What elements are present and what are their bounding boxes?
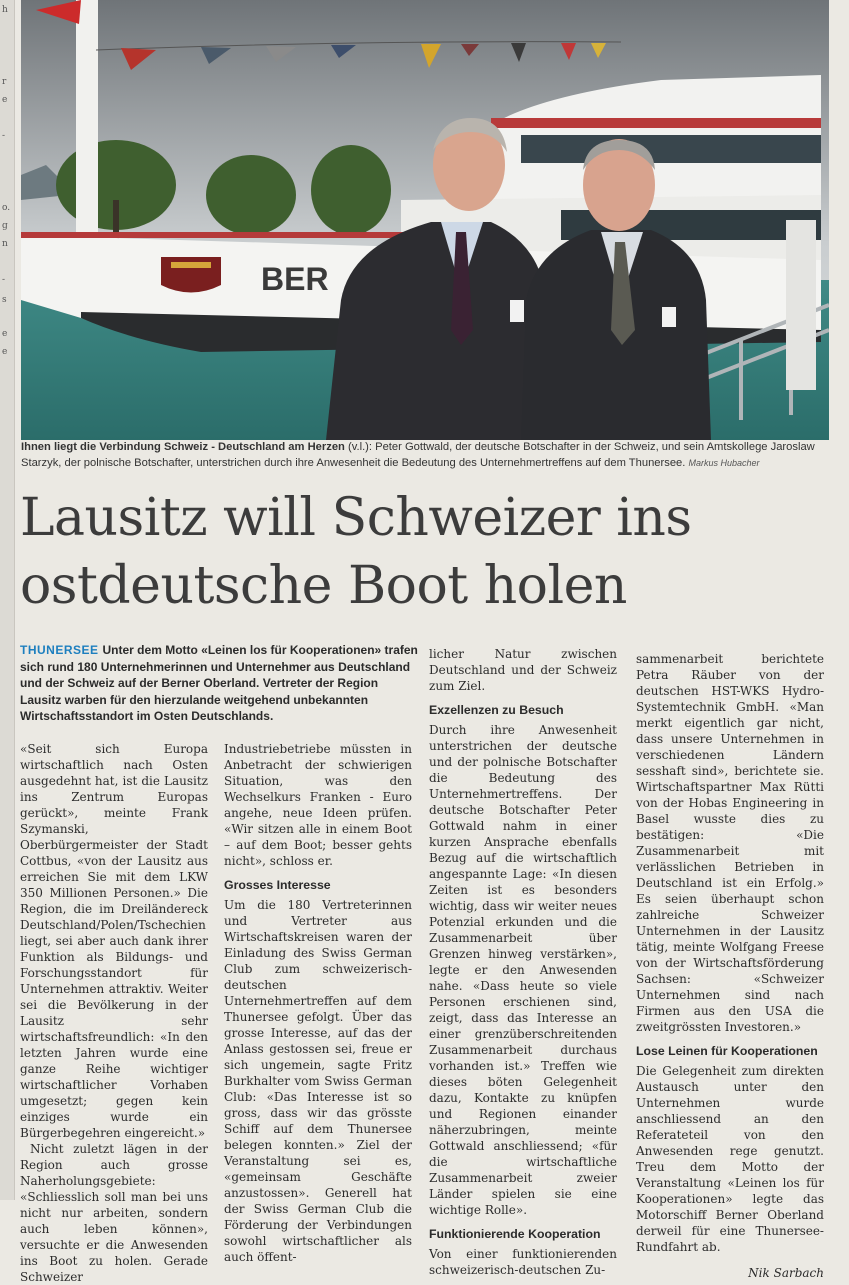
pier-post [786,220,816,390]
edge-fragment: o. [2,203,11,213]
headline-line-2: ostdeutsche Boot holen [20,556,627,616]
edge-fragment: e [2,95,8,105]
article-column-4 [636,651,824,1281]
edge-fragment: h [2,5,8,15]
previous-page-edge [0,0,15,1200]
paragraph: «Seit sich Europa wirtschaftlich nach Osten ausgedehnt hat, ist die Lausitz ins Zentrum Europas gerückt», meinte Frank Szymanski, Oberbürgermeister der Stadt Cottbus, «von der Lausitz aus erreichen Sie mit dem LKW 350 Millionen Personen.» Die Region, die im Dreiländereck Deutschland/Polen/Tschechien liegt, sei aber auch dank ihrer Funktion als Bildungs- und Forschungsstandort für Unternehmen attraktiv. Weiter sei die Bevölkerung in der Lausitz sehr wirtschaftsfreundlich: «In den letzten Jahren wurde eine ganze Reihe wichtiger wirtschaftlicher Vorhaben umgesetzt; gegen kein einziges wurde ein Bürgerbegehren eingereicht.» [20,742,208,1140]
article-column-3 [429,646,617,1278]
article-column-2 [224,741,412,1265]
mast [76,0,98,235]
ship-name-text: BER [261,261,329,297]
dateline: THUNERSEE [20,643,99,657]
author-byline: Nik Sarbach [748,1266,824,1280]
paragraph: Durch ihre Anwesenheit unterstrichen der deutsche und der polnische Botschafter die Bedeutung des Unternehmertreffens. Der deutsche Botschafter Peter Gottwald nahm in einer kurzen Ansprache ebenfalls Bezug auf die wirtschaftlich angespannte Lage: «In diesen Zeiten ist es besonders wichtig, dass wir weiter neues Potenzial erkunden und die Zusammenarbeit über Grenzen hinweg verstärken», legte er den Anwesenden nahe. «Dass heute so viele Personen erschienen sind, zeigt, dass das Interesse an einer grenzüberschreitenden Zusammenarbeit durchaus vorhanden ist.» Treffen wie dieses böten Gelegenheit dazu, Kontakte zu knüpfen und Regionen einander näherzubringen, meinte Gottwald anschliessend; «für die wirtschaftliche Zusammenarbeit zweier Länder spielen sie eine wichtige Rolle». [429,723,617,1217]
article-lead [20,642,418,725]
lead-text: Unter dem Motto «Leinen los für Kooperationen» trafen sich rund 180 Unternehmerinnen und Unternehmer aus Deutschland und der Schweiz auf der Berner Oberland. Vertreter der Region Lausitz warben für den hierzulande weitgehend unbekannten Wirtschaftsstandort im Osten Deutschlands. [20,643,418,723]
paragraph: licher Natur zwischen Deutschland und der Schweiz zum Ziel. [429,647,617,693]
edge-fragment: - [2,275,6,285]
paragraph: sammenarbeit berichtete Petra Räuber von der deutschen HST-WKS Hydro-Systemtechnik GmbH. «Man merkt eigentlich gar nicht, dass unsere Unternehmen in verschiedenen Ländern sesshaft sind», berichtete sie. Wirtschaftspartner Max Rütti von der Hobas Engineering in Basel wusste dies zu bestätigen: «Die Zusammenarbeit mit verlässlichen Betrieben in Deutschland ist ein Erfolg.» Es seien überhaupt schon zahlreiche Schweizer Unternehmen in der Lausitz tätig, meinte Wolfgang Freese von der Wirtschaftsförderung Sachsen: «Schweizer Unternehmen sind nach Firmen aus den USA die zweitgrössten Investoren.» [636,652,824,1034]
subheading: Exzellenzen zu Besuch [429,703,564,717]
paragraph: Nicht zuletzt lägen in der Region auch grosse Naherholungsgebiete: «Schliesslich soll man bei uns nicht nur arbeiten, sondern auch leben können», versuchte er die Anwesenden ins Boot zu holen. Gerade Schweizer [20,1142,208,1284]
photo-illustration [21,0,829,440]
subheading: Grosses Interesse [224,878,331,892]
edge-fragment: - [2,131,6,141]
photo-credit: Markus Hubacher [688,457,760,468]
edge-fragment: s [2,295,7,305]
caption-lead: Ihnen liegt die Verbindung Schweiz - Deutschland am Herzen [21,441,345,453]
edge-fragment: n [2,239,8,249]
subheading: Lose Leinen für Kooperationen [636,1044,818,1058]
edge-fragment: e [2,329,8,339]
article-column-1 [20,741,208,1285]
edge-fragment: e [2,347,8,357]
edge-fragment: r [2,77,7,87]
headline-line-1: Lausitz will Schweizer ins [20,488,692,548]
headline [20,484,840,620]
paragraph: Die Gelegenheit zum direkten Austausch unter den Unternehmen wurde anschliessend an den Referateteil von den Anwesenden rege genutzt. Treu dem Motto der Veranstaltung «Leinen los für Kooperationen» legte das Motorschiff Berner Oberland derweil für eine Thunersee-Rundfahrt ab. [636,1064,824,1254]
article-photo [21,0,829,440]
caption-text: (v.l.): Peter Gottwald, der deutsche Botschafter in der Schweiz, und sein Amtskollege Jaroslaw Starzyk, der polnische Botschafter, unterstrichen durch ihre Anwesenheit die Bedeutung des Unternehmertreffens auf dem Thunersee. [21,441,815,469]
subheading: Funktionierende Kooperation [429,1227,601,1241]
photo-caption [21,440,829,471]
paragraph: Von einer funktionierenden schweizerisch-deutschen Zu- [429,1247,617,1277]
paragraph: Industriebetriebe müssten in Anbetracht der schwierigen Situation, was den Wechselkurs Franken - Euro angehe, neue Ideen prüfen. «Wir sitzen alle in einem Boot – auf dem Boot; besser gehts nicht», schloss er. [224,742,412,868]
paragraph: Um die 180 Vertreterinnen und Vertreter aus Wirtschaftskreisen waren der Einladung des Swiss German Club zum schweizerisch-deutschen Unternehmertreffen auf dem Thunersee gefolgt. Über das grosse Interesse, auf das der Anlass gestossen sei, freue er sich ungemein, sagte Fritz Burkhalter vom Swiss German Club: «Das Interesse ist so gross, dass wir das grösste Schiff auf dem Thunersee belegen konnten.» Ziel der Veranstaltung sei es, «gemeinsam Geschäfte anzustossen». Generell hat der Swiss German Club die Förderung der Verbindungen sowohl wirtschaftlicher als auch öffent- [224,898,412,1264]
edge-fragment: g [2,221,8,231]
